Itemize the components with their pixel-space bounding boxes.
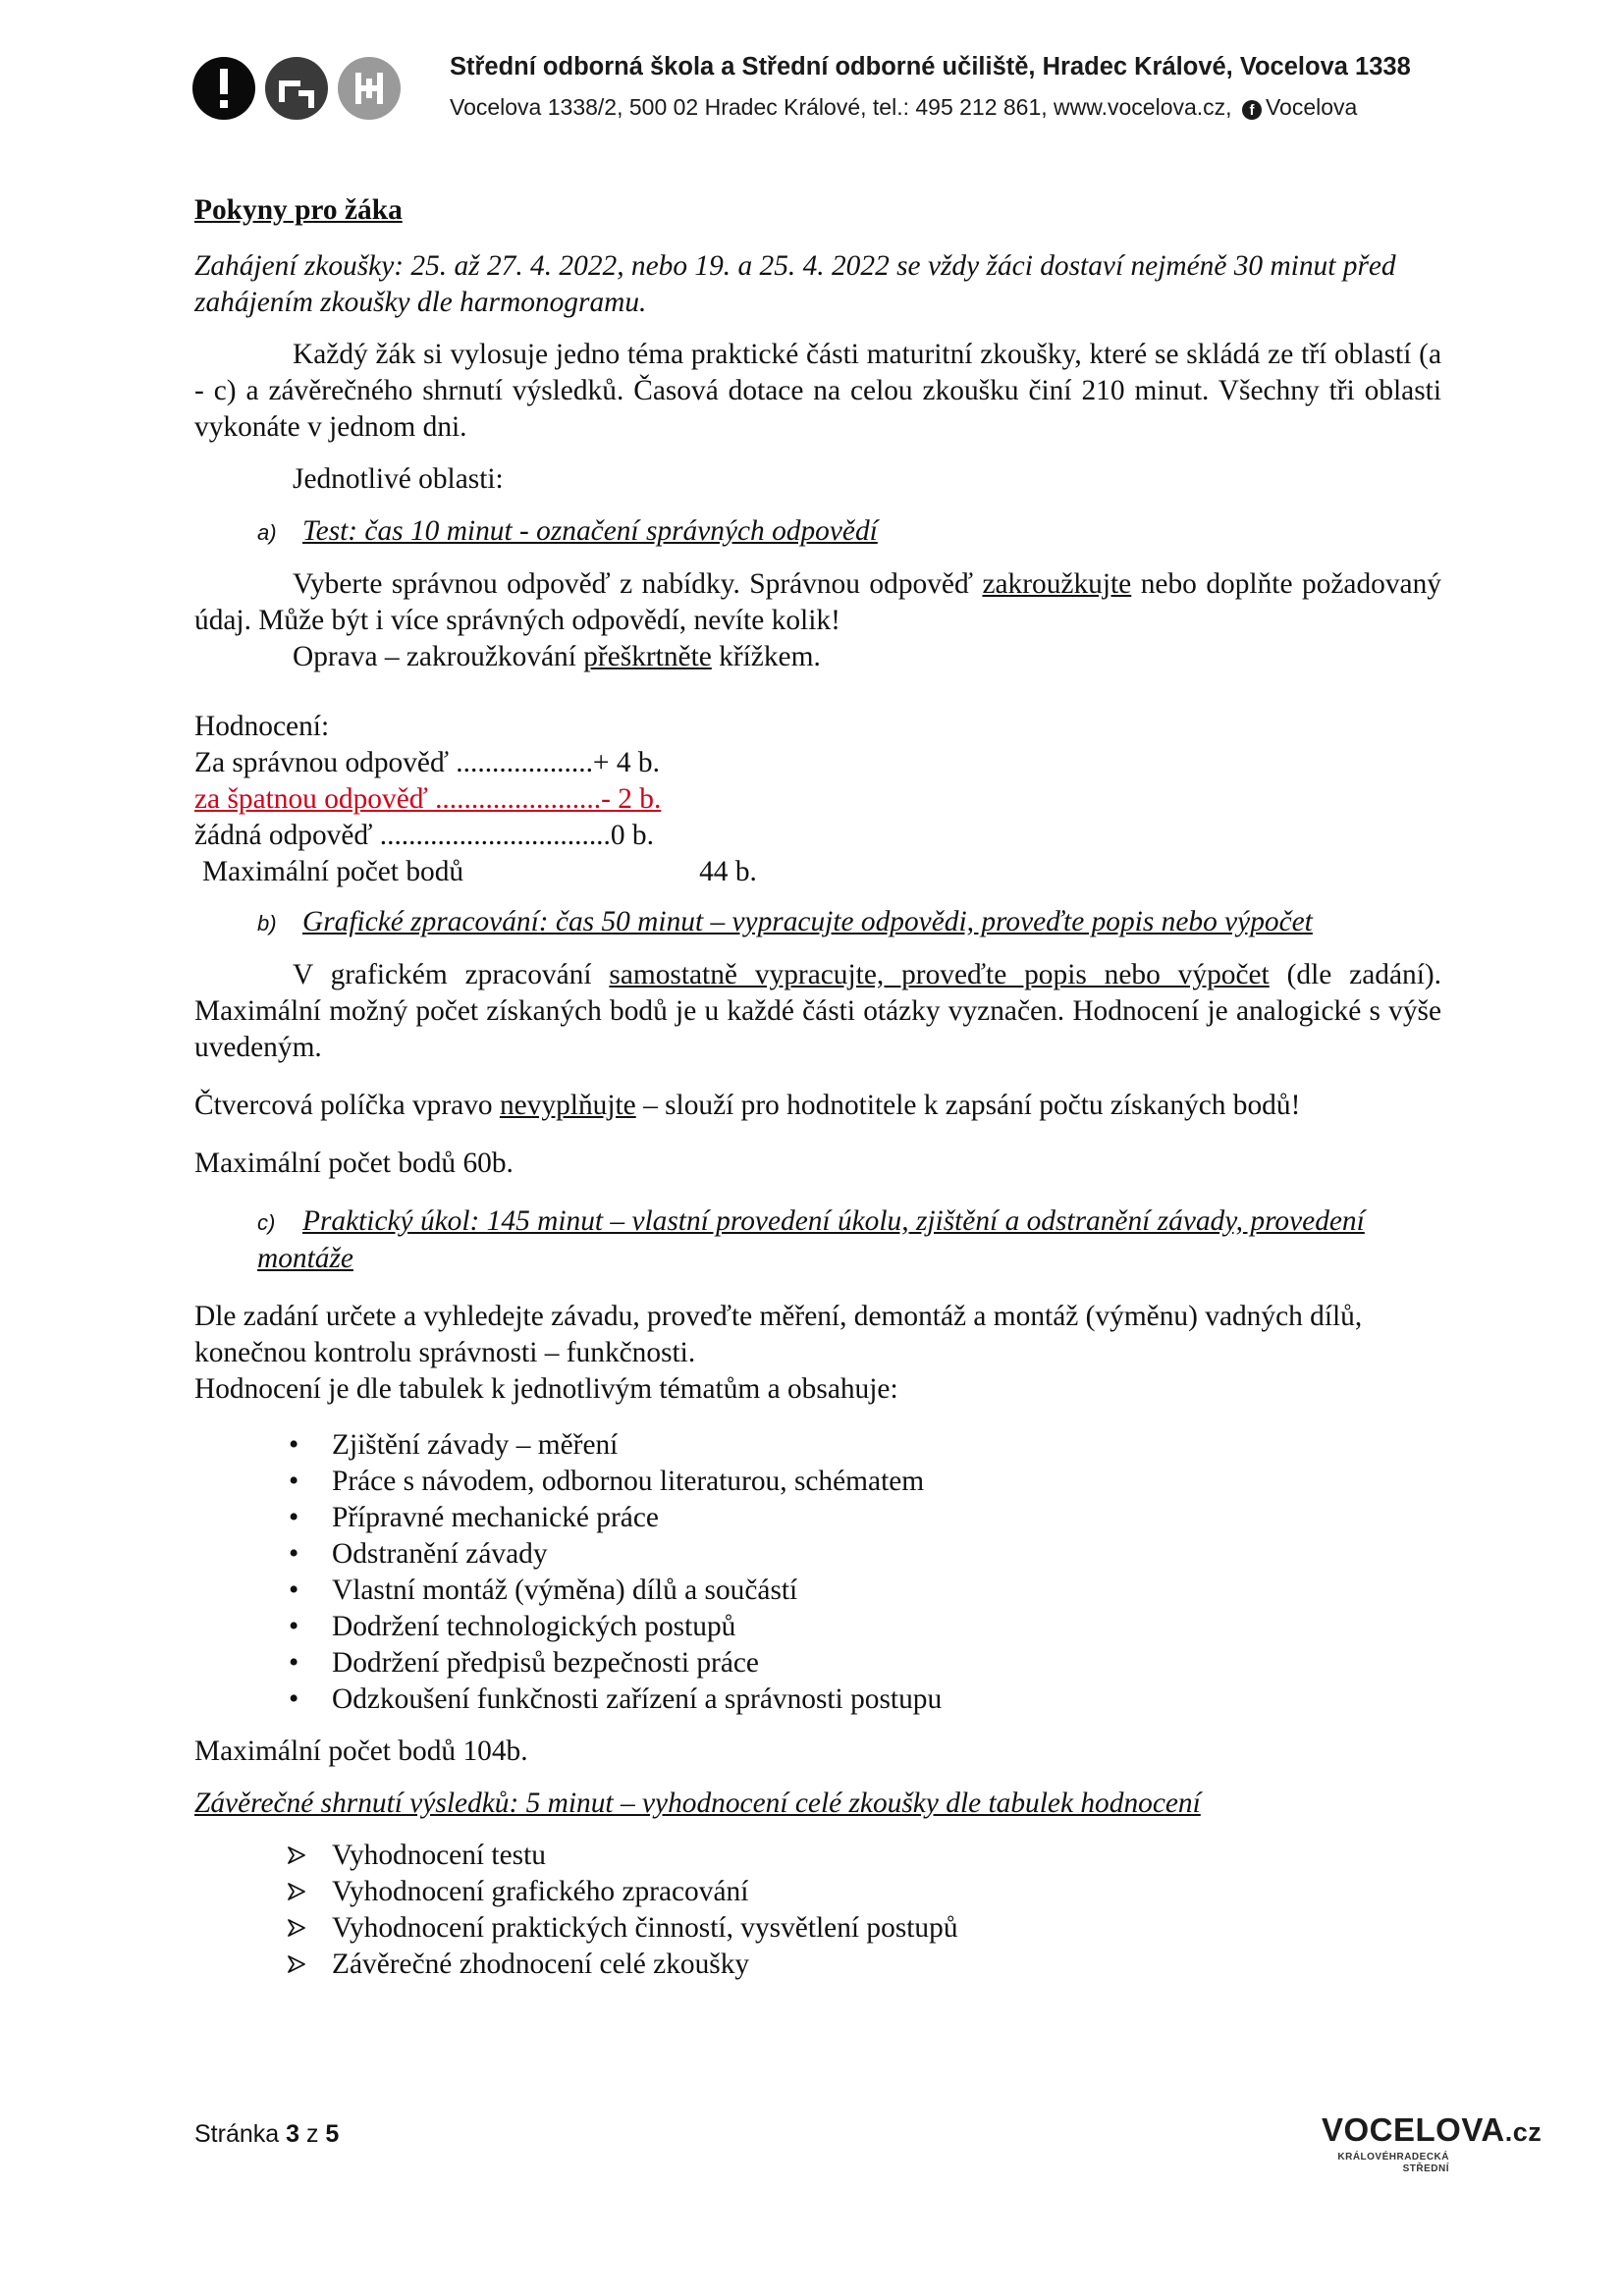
brand-main-text: VOCELOVA [1322,2111,1505,2148]
list-item: • Odzkoušení funkčnosti zařízení a správnosti postupu [289,1682,1441,1718]
score-max [194,854,1441,890]
brand-subtitle: KRÁLOVÉHRADECKÁ STŘEDNÍ [1337,2152,1449,2174]
section-b-letter: b) [257,911,277,935]
score-max-value: 44 b. [699,856,757,887]
section-a-text-4: křížkem. [711,641,821,672]
section-a-instructions [194,566,1441,639]
page-title: Pokyny pro žáka [194,194,403,226]
section-c-max: Maximální počet bodů 104b. [194,1735,528,1767]
brand-logo [1322,2111,1543,2175]
section-c-letter: c) [257,1210,276,1235]
boxes-text-1: Čtvercová políčka vpravo [194,1090,500,1121]
section-b-heading [194,904,1441,941]
document-body [194,192,1441,1983]
section-b-title: Grafické zpracování: čas 50 minut – vypracujte odpovědi, proveďte popis nebo výpočet [302,906,1313,937]
section-a-correction [194,639,1441,675]
scoring-label: Hodnocení: [194,711,330,742]
scoring-block [194,709,1441,890]
section-b-boxes-note [194,1088,1441,1124]
section-b-text-1: V grafickém zpracování [293,959,610,990]
boxes-underline: nevyplňujte [499,1090,636,1121]
page-number [194,2120,339,2149]
score-correct: Za správnou odpověď ...................+ 4 b. [194,747,660,778]
section-a-title: Test: čas 10 minut - označení správných odpovědí [302,515,878,547]
list-item [287,1874,1441,1910]
section-c-title: Praktický úkol: 145 minut – vlastní provedení úkolu, zjištění a odstranění závady, provedení montáže [257,1205,1365,1274]
summary-heading: Závěrečné shrnutí výsledků: 5 minut – vyhodnocení celé zkoušky dle tabulek hodnocení [194,1788,1201,1819]
section-a-heading [194,513,1441,551]
logo-grid-icon [338,57,401,120]
section-a-text-2: nebo doplňte požadovaný údaj. Může být i více správných odpovědí, nevíte kolik! [194,568,1441,636]
section-c-para-1: Dle zadání určete a vyhledejte závadu, proveďte měření, demontáž a montáž (výměnu) vadných dílů, konečnou kontrolu správnosti – funkčnosti. [194,1301,1363,1368]
section-b-instructions [194,957,1441,1066]
page-header [192,53,1449,132]
list-item: • Odstranění závady [289,1536,1441,1573]
summary-list [194,1838,1441,1983]
list-item: • Přípravné mechanické práce [289,1500,1441,1536]
section-c-heading [194,1203,1441,1277]
logo-info-icon [192,57,255,120]
arrowhead-icon [287,1918,306,1938]
section-b-max: Maximální počet bodů 60b. [194,1148,514,1179]
facebook-icon: f [1242,100,1262,120]
boxes-text-2: – slouží pro hodnotitele k zapsání počtu získaných bodů! [635,1090,1301,1121]
page-current: 3 [286,2120,300,2148]
exam-dates-intro: Zahájení zkoušky: 25. až 27. 4. 2022, nebo 19. a 25. 4. 2022 se vždy žáci dostaví nejméně 30 minut před zahájením zkoušky dle harmonogramu. [194,250,1396,318]
school-name: Střední odborná škola a Střední odborné učiliště, Hradec Králové, Vocelova 1338 [450,53,1411,80]
list-item: • Vlastní montáž (výměna) dílů a součástí [289,1573,1441,1609]
arrowhead-icon [287,1845,306,1865]
section-c-para-2: Hodnocení je dle tabulek k jednotlivým tématům a obsahuje: [194,1373,898,1405]
list-item: • Dodržení předpisů bezpečnosti práce [289,1645,1441,1682]
page-prefix: Stránka [194,2120,287,2148]
list-item [287,1910,1441,1947]
list-item: • Dodržení technologických postupů [289,1609,1441,1645]
section-a-underline-2: přeškrtněte [583,641,712,672]
list-item: • Práce s návodem, odbornou literaturou, schématem [289,1464,1441,1500]
section-a-letter: a) [257,520,277,545]
list-item: • Zjištění závady – měření [289,1427,1441,1464]
summary-item-text: Vyhodnocení testu [332,1840,546,1871]
section-b-underline: samostatně vypracujte, proveďte popis nebo výpočet [609,959,1270,990]
page-total: 5 [325,2120,340,2148]
summary-item-text: Vyhodnocení grafického zpracování [332,1876,749,1907]
summary-item-text: Závěrečné zhodnocení celé zkoušky [332,1949,750,1980]
score-none: žádná odpověď ................................0 b. [194,820,654,851]
list-item [287,1947,1441,1983]
areas-label: Jednotlivé oblasti: [293,463,504,495]
brand-name [1322,2111,1543,2150]
section-b-text-2: (dle zadání). Maximální možný počet získaných bodů je u každé části otázky vyznačen. Hodnocení je analogické s výše uvedeným. [194,959,1442,1063]
address-text: Vocelova 1338/2, 500 02 Hradec Králové, tel.: 495 212 861, www.vocelova.cz, [450,94,1232,120]
arrowhead-icon [287,1954,306,1974]
score-max-label: Maximální počet bodů [202,856,464,887]
exam-intro-paragraph: Každý žák si vylosuje jedno téma praktické části maturitní zkoušky, které se skládá ze tří oblastí (a - c) a závěrečného shrnutí výsledků. Časová dotace na celou zkoušku činí 210 minut. Všechny tři oblasti vykonáte v jednom dni. [194,339,1441,443]
summary-item-text: Vyhodnocení praktických činností, vysvětlení postupů [332,1912,958,1944]
brand-tld: .cz [1504,2117,1543,2147]
page-mid: z [299,2120,326,2148]
section-a-text-3: Oprava – zakroužkování [293,641,584,672]
list-item [287,1838,1441,1874]
logo-wrench-icon [265,57,328,120]
score-wrong: za špatnou odpověď .......................- 2 b. [194,783,662,815]
evaluation-criteria-list [194,1427,1441,1718]
school-address [450,94,1357,121]
arrowhead-icon [287,1882,306,1901]
facebook-label: Vocelova [1265,94,1358,120]
section-a-text-1: Vyberte správnou odpověď z nabídky. Správnou odpověď [293,568,983,600]
section-a-underline-1: zakroužkujte [982,568,1132,600]
